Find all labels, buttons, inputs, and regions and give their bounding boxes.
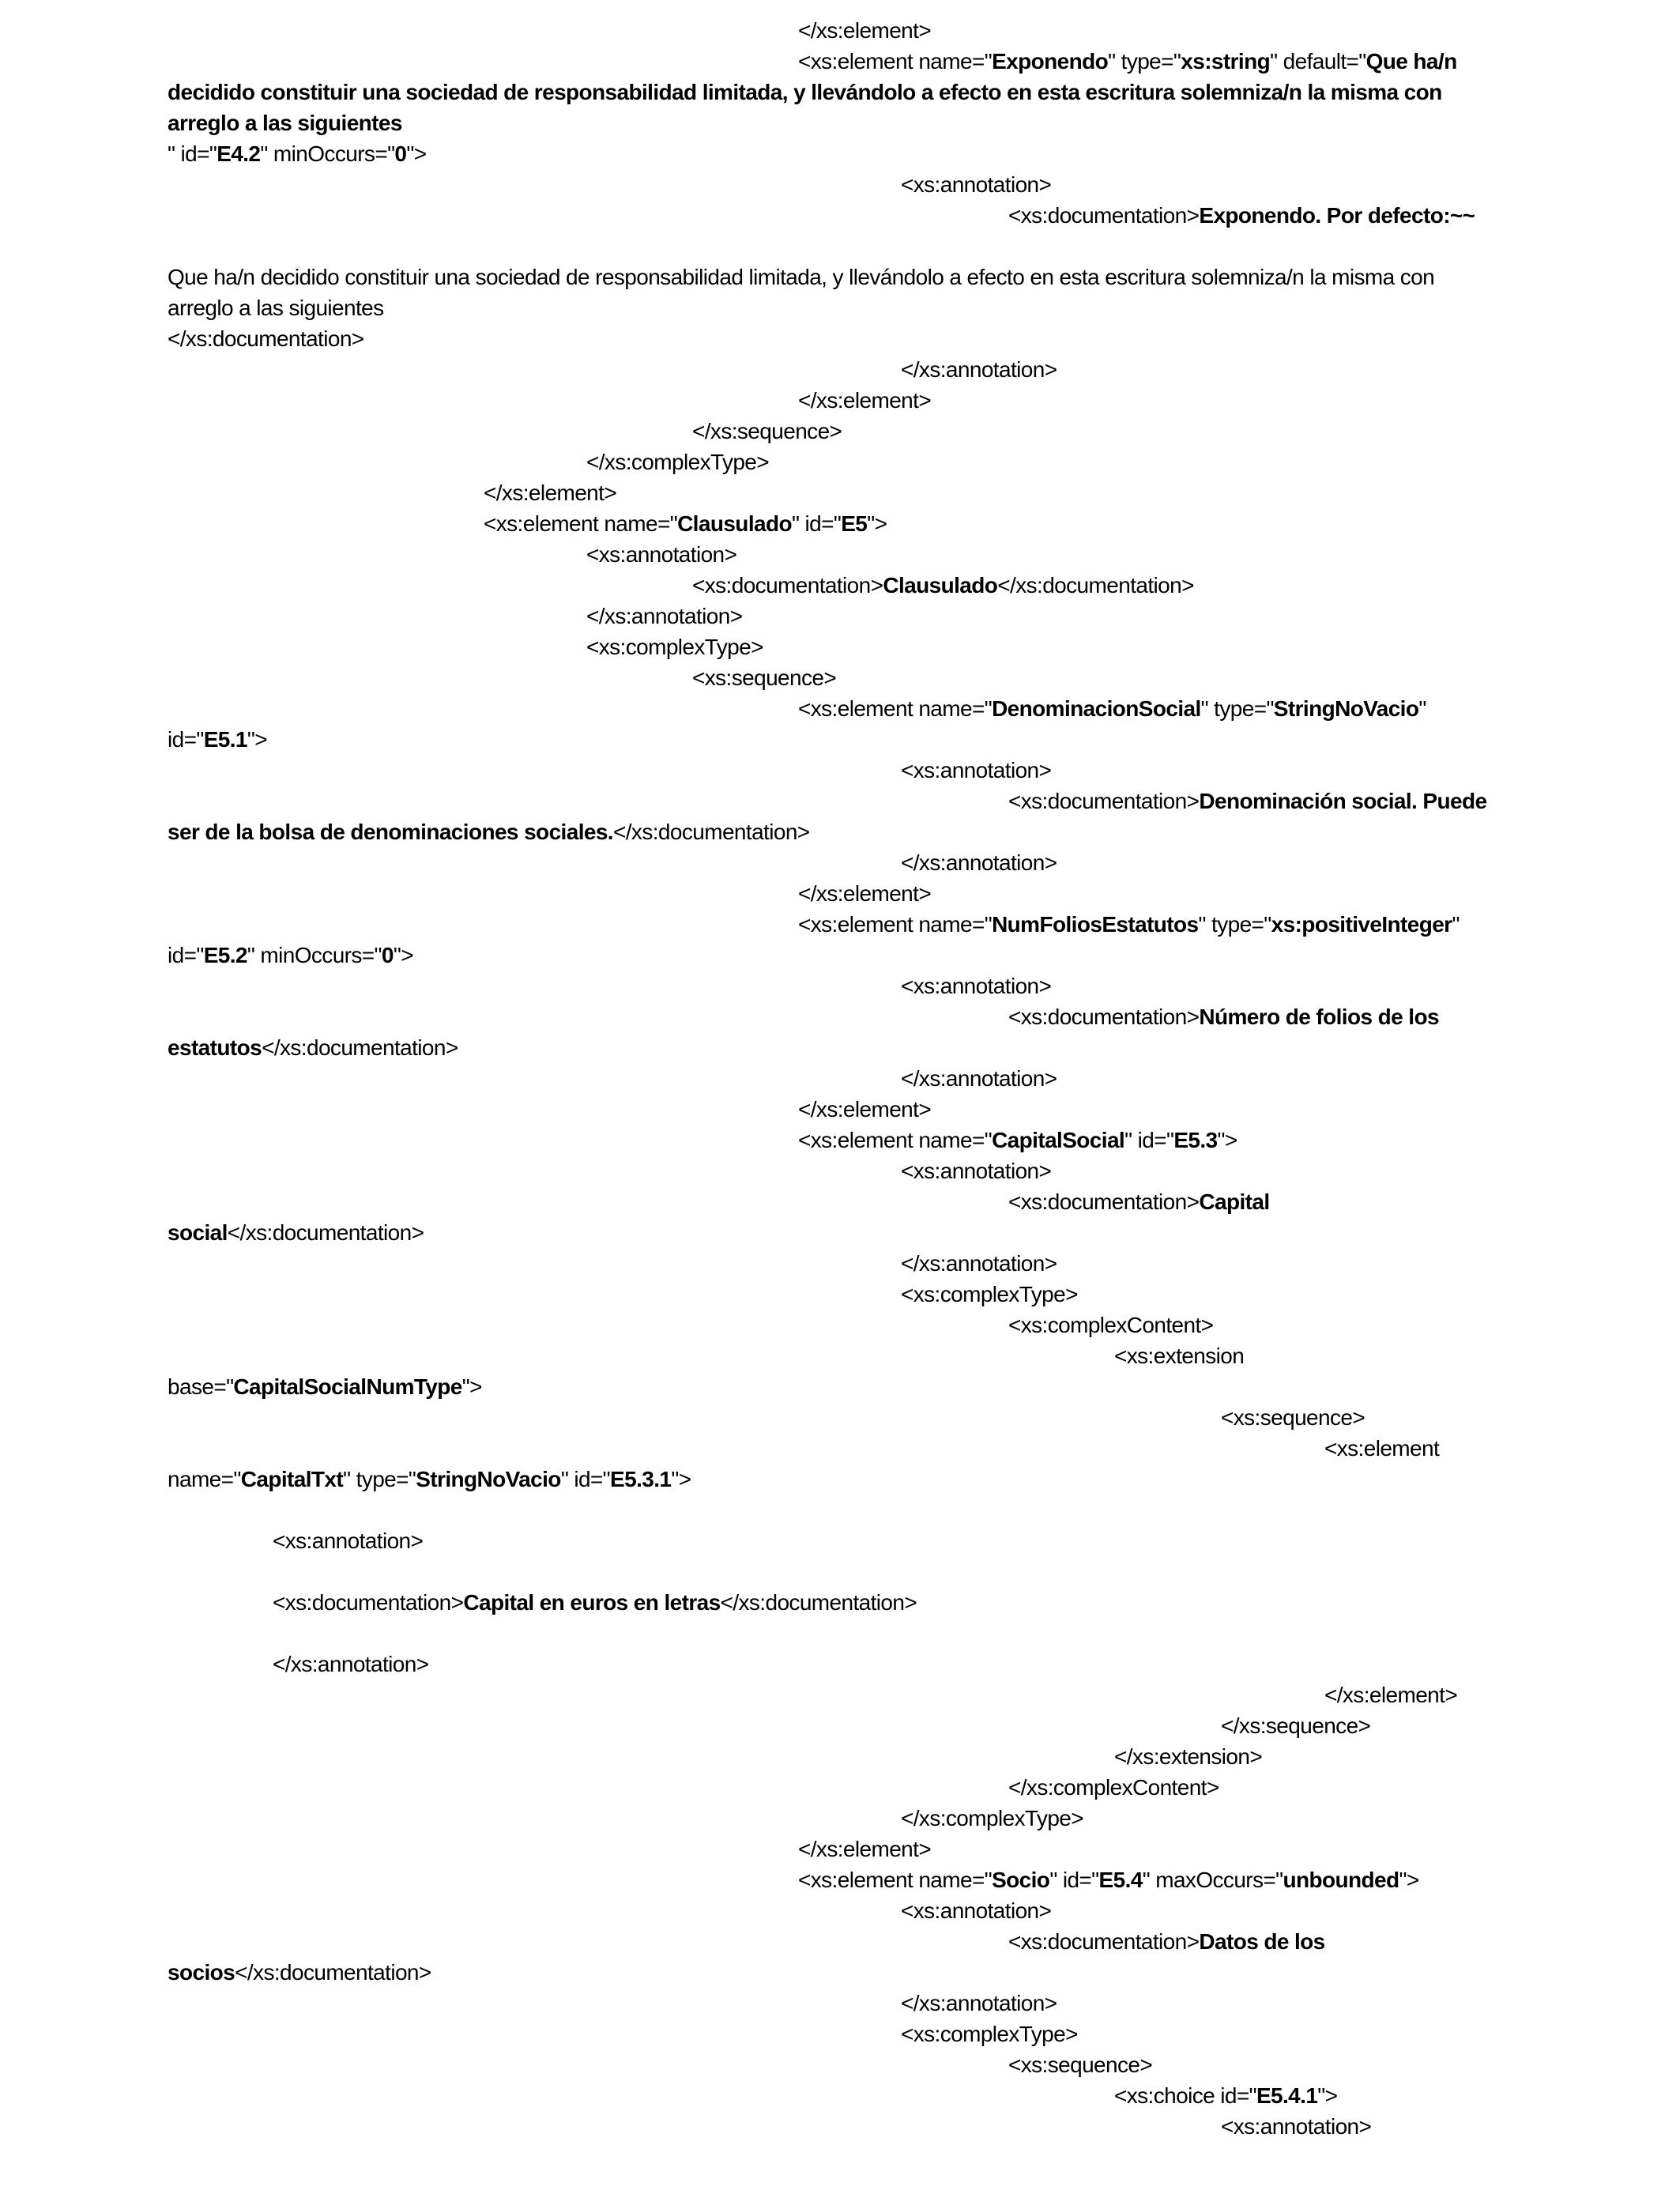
code-line xyxy=(798,1126,1237,1155)
xml-markup: <xs:annotation> xyxy=(586,542,737,567)
xml-value: E5.4 xyxy=(1098,1868,1143,1892)
xml-value: Exponendo xyxy=(992,49,1109,74)
code-line xyxy=(1221,1404,1365,1432)
xml-markup: <xs:element xyxy=(1324,1436,1440,1461)
xml-markup: <xs:element name=" xyxy=(798,696,993,721)
xml-markup: </xs:element> xyxy=(798,1837,932,1861)
code-line xyxy=(168,325,364,353)
code-line xyxy=(484,479,616,507)
xml-markup: <xs:complexType> xyxy=(901,1282,1078,1306)
xml-markup: "> xyxy=(461,1374,482,1399)
code-line xyxy=(586,448,769,477)
xml-markup: </xs:documentation> xyxy=(997,573,1194,598)
xml-value: xs:string xyxy=(1181,49,1271,74)
xml-markup: <xs:extension xyxy=(1114,1344,1245,1368)
xml-markup: <xs:documentation> xyxy=(1008,1005,1200,1029)
code-line xyxy=(168,1373,482,1401)
code-line xyxy=(901,1804,1083,1833)
xml-markup: </xs:sequence> xyxy=(692,419,842,443)
xml-value: 0 xyxy=(381,943,394,967)
code-line xyxy=(168,818,810,846)
xml-value: Clausulado xyxy=(677,511,792,536)
xml-markup: " id=" xyxy=(560,1467,611,1491)
code-line xyxy=(1221,2113,1371,2141)
xml-value: unbounded xyxy=(1283,1868,1399,1892)
xml-value: E4.2 xyxy=(217,141,261,166)
code-line xyxy=(1114,2082,1337,2110)
xml-markup: <xs:complexType> xyxy=(586,635,763,659)
xml-markup: </xs:annotation> xyxy=(901,1251,1057,1276)
xml-markup: </xs:complexType> xyxy=(901,1806,1084,1830)
xml-markup: <xs:choice id=" xyxy=(1114,2083,1256,2108)
code-line xyxy=(798,1835,931,1864)
xml-markup: <xs:annotation> xyxy=(901,172,1052,197)
xml-value: decidido constituir una sociedad de responsabilidad limitada, y llevándolo a efecto en esta escritura solemniza/n la misma con xyxy=(168,80,1442,104)
xml-markup: </xs:element> xyxy=(798,388,932,413)
xml-markup: "> xyxy=(406,141,427,166)
xml-markup: "> xyxy=(1217,1128,1237,1152)
xml-value: arreglo a las siguientes xyxy=(168,111,402,135)
code-line xyxy=(1324,1434,1439,1463)
code-line xyxy=(168,78,1442,107)
xml-value: 0 xyxy=(394,141,407,166)
xml-markup: <xs:documentation> xyxy=(1008,1929,1200,1954)
code-line xyxy=(901,1065,1057,1093)
xml-markup: </xs:element> xyxy=(1324,1683,1458,1707)
xml-markup: </xs:documentation> xyxy=(720,1590,917,1615)
xml-markup: base=" xyxy=(168,1374,234,1399)
xml-markup: <xs:complexContent> xyxy=(1008,1313,1214,1337)
xml-value: Exponendo. Por defecto:~~ xyxy=(1199,203,1475,228)
xml-value: StringNoVacio xyxy=(1273,696,1419,721)
code-line xyxy=(692,571,1194,600)
xml-markup: id=" xyxy=(168,943,204,967)
code-line xyxy=(798,880,931,908)
xml-markup: <xs:complexType> xyxy=(901,2022,1078,2046)
xml-markup: " minOccurs=" xyxy=(247,943,382,967)
xml-markup: id=" xyxy=(168,727,204,752)
code-line xyxy=(901,2020,1078,2049)
xml-markup: <xs:annotation> xyxy=(1221,2114,1372,2139)
xml-value: socios xyxy=(168,1960,235,1985)
xml-value: ser de la bolsa de denominaciones sociales. xyxy=(168,820,613,844)
xml-value: E5.3 xyxy=(1173,1128,1218,1152)
xml-value: DenominacionSocial xyxy=(992,696,1201,721)
xml-markup: " xyxy=(1452,912,1460,937)
code-line xyxy=(586,541,736,569)
xml-markup: </xs:documentation> xyxy=(235,1960,431,1985)
code-line xyxy=(1008,2051,1152,2079)
xml-markup: "> xyxy=(393,943,413,967)
code-line xyxy=(798,695,1426,723)
code-line xyxy=(901,1897,1051,1925)
code-line xyxy=(798,17,931,45)
code-line xyxy=(901,1280,1078,1309)
xml-value: E5.2 xyxy=(203,943,247,967)
code-line xyxy=(273,1650,428,1679)
xml-markup: " maxOccurs=" xyxy=(1142,1868,1283,1892)
xml-markup: "> xyxy=(867,511,887,536)
xml-markup: <xs:documentation> xyxy=(1008,203,1200,228)
xml-markup: " type=" xyxy=(1108,49,1181,74)
xml-markup: " id=" xyxy=(1124,1128,1174,1152)
xml-markup: "> xyxy=(1399,1868,1419,1892)
xml-markup: <xs:element name=" xyxy=(484,511,678,536)
code-line xyxy=(1008,1774,1219,1802)
code-line xyxy=(798,47,1457,76)
xml-markup: <xs:annotation> xyxy=(273,1529,424,1553)
xml-markup: " type=" xyxy=(1198,912,1271,937)
xml-markup: </xs:documentation> xyxy=(168,326,364,351)
xml-markup: " minOccurs=" xyxy=(260,141,395,166)
xml-value: xs:positiveInteger xyxy=(1271,912,1452,937)
xml-markup: <xs:annotation> xyxy=(901,758,1052,782)
code-line xyxy=(798,910,1460,939)
xml-markup: " id=" xyxy=(791,511,842,536)
xml-value: estatutos xyxy=(168,1035,262,1060)
code-line xyxy=(1221,1712,1370,1740)
code-line xyxy=(901,756,1051,785)
xml-markup: <xs:annotation> xyxy=(901,1898,1052,1923)
code-line xyxy=(901,972,1051,1001)
xml-markup: <xs:annotation> xyxy=(901,1159,1052,1183)
code-line xyxy=(273,1589,917,1617)
code-line xyxy=(168,1958,431,1987)
xml-markup: <xs:sequence> xyxy=(1221,1405,1365,1430)
xml-markup: " id=" xyxy=(168,141,217,166)
xml-markup: </xs:element> xyxy=(798,18,932,43)
xml-markup: <xs:annotation> xyxy=(901,974,1052,998)
code-line xyxy=(692,664,836,692)
xml-markup: " default=" xyxy=(1270,49,1366,74)
xml-markup: <xs:documentation> xyxy=(273,1590,464,1615)
code-line xyxy=(1114,1342,1244,1370)
xml-value: NumFoliosEstatutos xyxy=(992,912,1199,937)
code-line xyxy=(586,633,763,662)
xml-markup: arreglo a las siguientes xyxy=(168,296,384,320)
xml-value: Clausulado xyxy=(883,573,998,598)
xml-markup: <xs:element name=" xyxy=(798,49,993,74)
code-line xyxy=(1008,1003,1439,1031)
code-line xyxy=(484,510,887,538)
code-line xyxy=(168,726,267,754)
xml-value: Que ha/n xyxy=(1365,49,1457,74)
xml-markup: " type=" xyxy=(343,1467,416,1491)
xml-markup: <xs:element name=" xyxy=(798,1128,993,1152)
xml-markup: name=" xyxy=(168,1467,241,1491)
xml-value: CapitalSocial xyxy=(992,1128,1125,1152)
xml-markup: </xs:annotation> xyxy=(273,1652,429,1676)
xml-value: E5.1 xyxy=(203,727,247,752)
xml-markup: <xs:documentation> xyxy=(1008,1189,1200,1214)
code-line xyxy=(798,1095,931,1124)
xml-markup: </xs:element> xyxy=(798,1097,932,1122)
code-line xyxy=(901,356,1057,384)
code-line xyxy=(273,1527,423,1555)
code-line xyxy=(1008,1188,1270,1216)
xml-markup: </xs:sequence> xyxy=(1221,1713,1371,1738)
xml-markup: </xs:extension> xyxy=(1114,1744,1263,1769)
code-line xyxy=(1008,787,1486,816)
xml-markup: "> xyxy=(671,1467,691,1491)
xml-markup: </xs:documentation> xyxy=(227,1220,424,1245)
code-line xyxy=(1008,1311,1213,1340)
xml-markup: </xs:element> xyxy=(484,481,617,505)
xml-markup: " type=" xyxy=(1200,696,1274,721)
xml-value: CapitalTxt xyxy=(240,1467,344,1491)
xml-markup: <xs:documentation> xyxy=(1008,789,1200,813)
xml-value: E5 xyxy=(841,511,868,536)
code-line xyxy=(168,941,413,970)
xml-markup: <xs:sequence> xyxy=(1008,2053,1153,2077)
xml-markup: </xs:documentation> xyxy=(262,1035,458,1060)
code-line xyxy=(168,1034,458,1062)
xml-value: Denominación social. Puede xyxy=(1199,789,1487,813)
code-line xyxy=(586,602,742,631)
xml-markup: <xs:documentation> xyxy=(692,573,883,598)
code-line xyxy=(901,1989,1057,2018)
xml-markup: </xs:element> xyxy=(798,881,932,906)
code-line xyxy=(1114,1743,1262,1771)
code-line xyxy=(901,1157,1051,1186)
xml-markup: </xs:annotation> xyxy=(901,1066,1057,1091)
code-line xyxy=(1008,1928,1325,1956)
xml-markup: "> xyxy=(247,727,267,752)
xml-value: E5.3.1 xyxy=(610,1467,672,1491)
xml-markup: " id=" xyxy=(1049,1868,1099,1892)
xml-value: Socio xyxy=(992,1868,1050,1892)
xml-markup: </xs:complexContent> xyxy=(1008,1775,1219,1800)
xml-markup: </xs:annotation> xyxy=(901,357,1057,382)
code-line xyxy=(798,1866,1419,1894)
xml-markup: </xs:documentation> xyxy=(613,820,810,844)
code-line xyxy=(168,1219,424,1247)
code-line xyxy=(901,1250,1057,1278)
code-line xyxy=(798,386,931,415)
xml-value: social xyxy=(168,1220,228,1245)
code-line xyxy=(692,417,842,446)
xml-value: Número de folios de los xyxy=(1199,1005,1439,1029)
xml-value: CapitalSocialNumType xyxy=(233,1374,462,1399)
xml-markup: </xs:annotation> xyxy=(586,604,743,628)
xml-markup: "> xyxy=(1317,2083,1338,2108)
xml-markup: </xs:complexType> xyxy=(586,450,770,474)
xml-value: Datos de los xyxy=(1199,1929,1325,1954)
xml-value: Capital xyxy=(1199,1189,1270,1214)
xml-markup: " xyxy=(1418,696,1426,721)
code-line xyxy=(168,140,427,168)
code-line xyxy=(168,294,384,322)
xml-markup: </xs:annotation> xyxy=(901,1991,1057,2015)
xml-markup: </xs:annotation> xyxy=(901,850,1057,875)
xml-markup: <xs:element name=" xyxy=(798,1868,993,1892)
code-line xyxy=(168,109,402,138)
code-line xyxy=(1008,202,1475,230)
xml-value: StringNoVacio xyxy=(416,1467,561,1491)
code-line xyxy=(901,849,1057,877)
xml-markup: <xs:sequence> xyxy=(692,665,837,690)
xml-markup: <xs:element name=" xyxy=(798,912,993,937)
code-line xyxy=(901,171,1051,199)
xml-value: Capital en euros en letras xyxy=(463,1590,721,1615)
xml-markup: Que ha/n decidido constituir una sociedad de responsabilidad limitada, y llevándolo a efecto en esta escritura solemniza/n la misma con xyxy=(168,265,1435,289)
code-line xyxy=(1324,1681,1457,1710)
code-line xyxy=(168,1465,691,1494)
xml-value: E5.4.1 xyxy=(1256,2083,1318,2108)
code-line xyxy=(168,263,1434,292)
